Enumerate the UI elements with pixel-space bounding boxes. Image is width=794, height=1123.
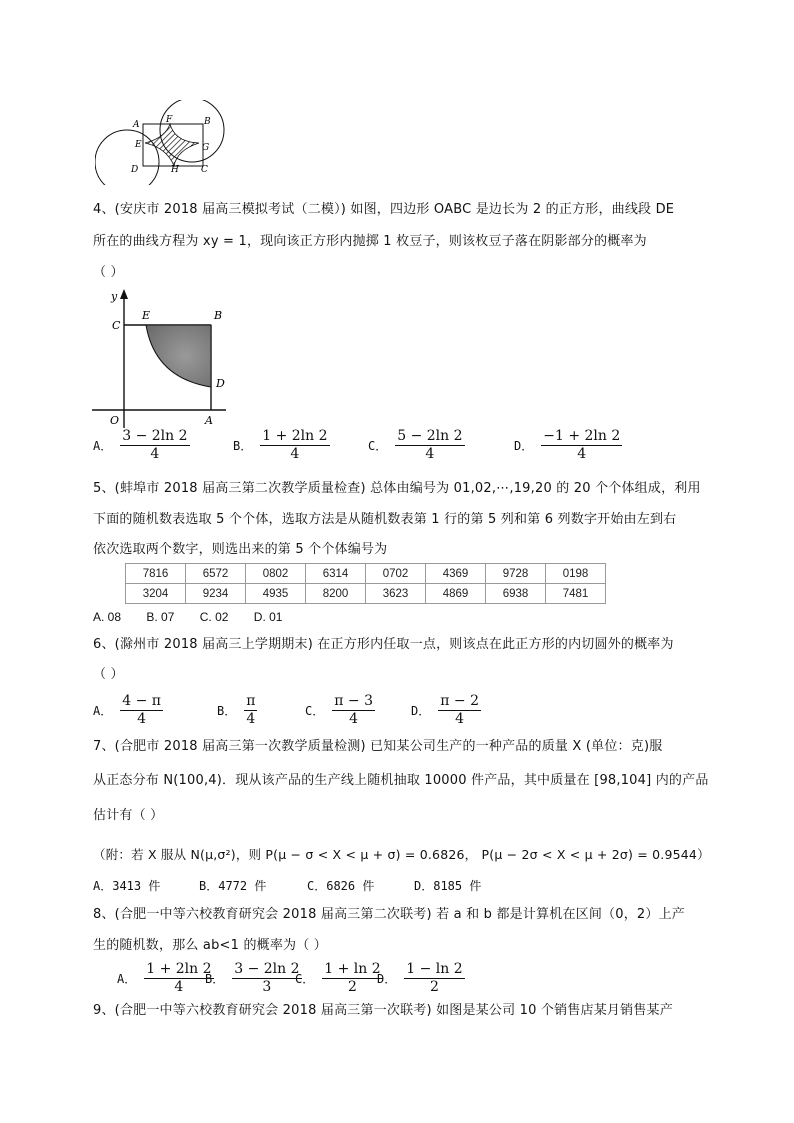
svg-text:F: F: [166, 115, 173, 125]
q6-option-d[interactable]: D． $\frac{\pi - 2}{4}$: [411, 693, 479, 727]
q6-option-b[interactable]: B． $\frac{\pi}{4}$: [217, 693, 256, 727]
q8-text-line1: 8、(合肥一中等六校教育研究会 2018 届高三第二次联考) 若 a 和 b 都是计算机在区间（0，2）上产: [93, 907, 685, 922]
q6-text-line2: （ ）: [93, 667, 124, 682]
q4-option-d[interactable]: D． $\frac{-1 + 2\ln 2}{4}$: [514, 428, 621, 462]
q8-text-line2: 生的随机数，那么 ab<1 的概率为（ ）: [93, 938, 327, 953]
q9-text-line1: 9、(合肥一中等六校教育研究会 2018 届高三第一次联考) 如图是某公司 10 个销售店某月销售某产: [93, 1003, 673, 1018]
q6-option-c[interactable]: C． $\frac{\pi - 3}{4}$: [305, 693, 373, 727]
q5-option-c[interactable]: C. 02: [199, 610, 229, 624]
q6-text-line1: 6、(滁州市 2018 届高三上学期期末) 在正方形内任取一点，则该点在此正方形的内切圆外的概率为: [93, 637, 674, 652]
q5-options: [93, 610, 304, 624]
q6-option-a[interactable]: A． $\frac{4 - \pi}{4}$: [93, 693, 161, 727]
svg-text:D: D: [131, 165, 139, 175]
q5-option-b[interactable]: B. 07: [146, 610, 175, 624]
q7-option-c[interactable]: C．6826 件: [307, 879, 375, 893]
q4-options: [93, 428, 713, 468]
q5-text-line1: 5、(蚌埠市 2018 届高三第二次教学质量检查) 总体由编号为 01,02,⋯,19,20 的 20 个个体组成，利用: [93, 481, 701, 496]
q7-option-b[interactable]: B．4772 件: [199, 879, 267, 893]
q7-option-d[interactable]: D．8185 件: [414, 879, 482, 893]
q7-text-line2: 从正态分布 N(100,4)．现从该产品的生产线上随机抽取 10000 件产品，其中质量在 [98,104] 内的产品: [93, 773, 709, 788]
q8-option-b[interactable]: B． $\frac{3 - 2\ln 2}{3}$: [205, 961, 300, 995]
q4-text-line2: 所在的曲线方程为 xy = 1，现向该正方形内抛掷 1 枚豆子，则该枚豆子落在阴影部分的概率为: [93, 234, 647, 249]
q5-option-a[interactable]: A. 08: [93, 610, 122, 624]
figure-square-two-circles: [95, 100, 245, 185]
q5-option-d[interactable]: D. 01: [253, 610, 283, 624]
svg-text:D: D: [216, 377, 225, 390]
q7-text-line3: 估计有（ ）: [93, 808, 164, 823]
q7-note: （附：若 X 服从 N(μ,σ²)，则 P(μ − σ < X < μ + σ) = 0.6826， P(μ − 2σ < X < μ + 2σ) = 0.9544）: [93, 847, 710, 862]
q7-text-line1: 7、(合肥市 2018 届高三第一次教学质量检测) 已知某公司生产的一种产品的质量 X (单位：克)服: [93, 739, 663, 754]
q4-text-line1: 4、(安庆市 2018 届高三模拟考试（二模）) 如图，四边形 OABC 是边长为 2 的正方形，曲线段 DE: [93, 202, 675, 217]
q4-option-a[interactable]: A． $\frac{3 - 2\ln 2}{4}$: [93, 428, 188, 462]
svg-text:E: E: [135, 140, 142, 150]
figure-square-hyperbola: [92, 283, 232, 428]
svg-text:C: C: [112, 319, 121, 332]
q4-option-b[interactable]: B． $\frac{1 + 2\ln 2}{4}$: [233, 428, 328, 462]
svg-text:C: C: [201, 165, 208, 175]
table-row: 7816 6572 0802 6314 0702 4369 9728 0198: [126, 564, 606, 584]
q8-option-d[interactable]: D． $\frac{1 - \ln 2}{2}$: [377, 961, 463, 995]
svg-text:A: A: [133, 120, 140, 130]
q8-options: [117, 961, 517, 999]
svg-text:O: O: [110, 414, 120, 427]
q8-option-a[interactable]: A． $\frac{1 + 2\ln 2}{4}$: [117, 961, 212, 995]
q4-text-line3: （ ）: [93, 265, 124, 280]
q8-option-c[interactable]: C． $\frac{1 + \ln 2}{2}$: [295, 961, 381, 995]
svg-text:A: A: [205, 414, 213, 427]
q5-text-line3: 依次选取两个数字，则选出来的第 5 个个体编号为: [93, 542, 388, 557]
svg-text:B: B: [214, 309, 223, 322]
q6-options: [93, 693, 513, 731]
q5-text-line2: 下面的随机数表选取 5 个个体，选取方法是从随机数表第 1 行的第 5 列和第 6 列数字开始由左到右: [93, 512, 677, 527]
svg-text:y: y: [111, 290, 118, 303]
svg-text:E: E: [142, 309, 151, 322]
svg-text:G: G: [202, 143, 210, 153]
q4-option-c[interactable]: C． $\frac{5 - 2\ln 2}{4}$: [368, 428, 463, 462]
random-number-table: [125, 563, 606, 604]
table-row: 3204 9234 4935 8200 3623 4869 6938 7481: [126, 584, 606, 604]
svg-text:H: H: [171, 165, 179, 175]
svg-text:B: B: [204, 117, 211, 127]
q7-option-a[interactable]: A．3413 件: [93, 879, 161, 893]
